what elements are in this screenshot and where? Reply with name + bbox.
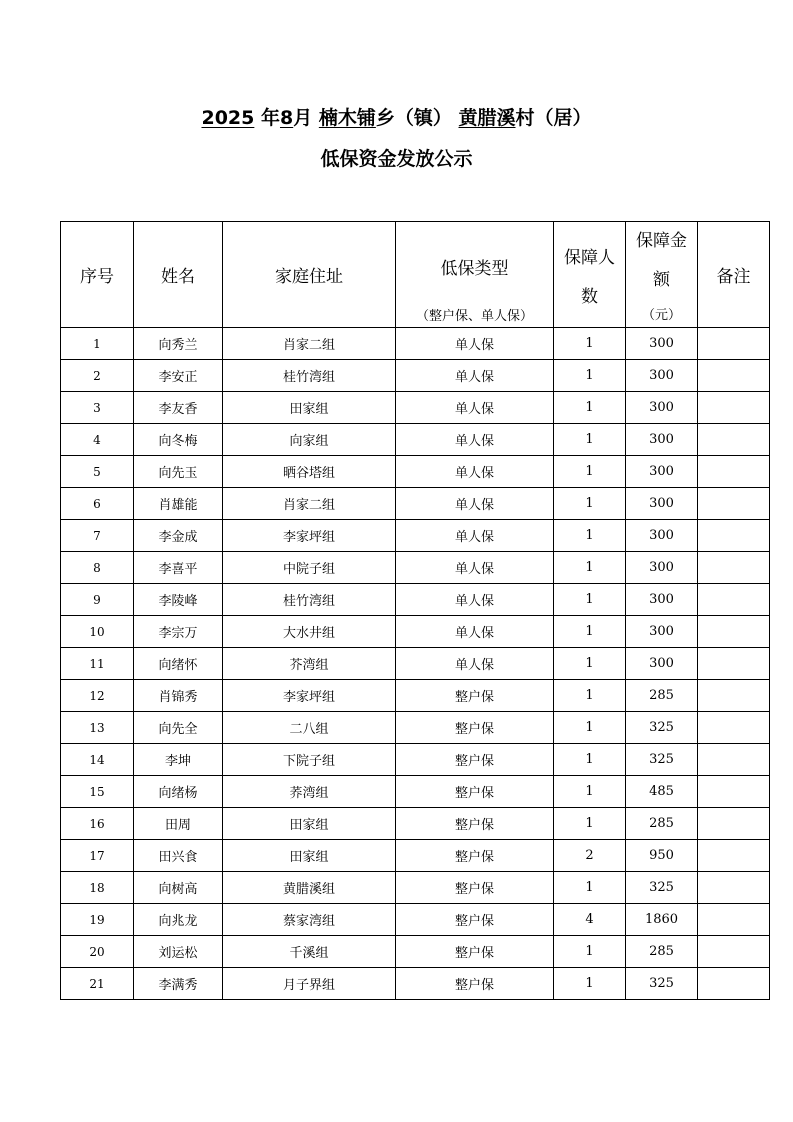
cell-type: 单人保 xyxy=(396,584,554,616)
cell-people: 4 xyxy=(554,904,626,936)
cell-remark xyxy=(698,648,770,680)
cell-people: 1 xyxy=(554,936,626,968)
header-type-label: 低保类型 xyxy=(440,259,509,279)
cell-address: 向家组 xyxy=(223,424,396,456)
title-month: 8 xyxy=(279,107,294,129)
table-row xyxy=(61,840,770,872)
cell-type: 单人保 xyxy=(396,360,554,392)
cell-name: 田周 xyxy=(134,808,223,840)
cell-amount: 300 xyxy=(626,360,698,392)
cell-amount: 300 xyxy=(626,552,698,584)
cell-amount: 325 xyxy=(626,744,698,776)
cell-name: 向绪怀 xyxy=(134,648,223,680)
cell-seq: 13 xyxy=(61,712,134,744)
cell-remark xyxy=(698,904,770,936)
cell-address: 李家坪组 xyxy=(223,520,396,552)
title-village: 黄腊溪 xyxy=(458,107,516,129)
cell-name: 向先全 xyxy=(134,712,223,744)
cell-address: 蔡家湾组 xyxy=(223,904,396,936)
cell-name: 向先玉 xyxy=(134,456,223,488)
cell-seq: 3 xyxy=(61,392,134,424)
allowance-table xyxy=(60,221,770,1000)
cell-seq: 10 xyxy=(61,616,134,648)
cell-seq: 7 xyxy=(61,520,134,552)
cell-address: 田家组 xyxy=(223,392,396,424)
cell-seq: 16 xyxy=(61,808,134,840)
cell-remark xyxy=(698,520,770,552)
cell-people: 1 xyxy=(554,648,626,680)
table-row xyxy=(61,488,770,520)
cell-remark xyxy=(698,328,770,360)
cell-name: 李坤 xyxy=(134,744,223,776)
header-people-line2: 数 xyxy=(581,286,598,307)
table-row xyxy=(61,904,770,936)
cell-address: 田家组 xyxy=(223,808,396,840)
cell-name: 向树高 xyxy=(134,872,223,904)
title-township-suffix: 乡（镇） xyxy=(375,107,452,129)
cell-people: 1 xyxy=(554,680,626,712)
header-amount-line2: 额 xyxy=(653,270,670,290)
table-row xyxy=(61,744,770,776)
cell-remark xyxy=(698,840,770,872)
cell-remark xyxy=(698,776,770,808)
table-row xyxy=(61,776,770,808)
cell-amount: 325 xyxy=(626,712,698,744)
cell-amount: 1860 xyxy=(626,904,698,936)
cell-address: 月子界组 xyxy=(223,968,396,1000)
cell-seq: 9 xyxy=(61,584,134,616)
cell-name: 李喜平 xyxy=(134,552,223,584)
table-row xyxy=(61,552,770,584)
cell-name: 向绪杨 xyxy=(134,776,223,808)
cell-address: 千溪组 xyxy=(223,936,396,968)
cell-seq: 5 xyxy=(61,456,134,488)
cell-remark xyxy=(698,744,770,776)
table-row xyxy=(61,680,770,712)
cell-amount: 300 xyxy=(626,616,698,648)
header-name: 姓名 xyxy=(134,222,223,328)
cell-name: 刘运松 xyxy=(134,936,223,968)
cell-people: 1 xyxy=(554,616,626,648)
cell-name: 李金成 xyxy=(134,520,223,552)
cell-people: 1 xyxy=(554,968,626,1000)
cell-seq: 20 xyxy=(61,936,134,968)
cell-name: 田兴食 xyxy=(134,840,223,872)
cell-address: 二八组 xyxy=(223,712,396,744)
cell-type: 单人保 xyxy=(396,456,554,488)
cell-type: 单人保 xyxy=(396,392,554,424)
cell-people: 1 xyxy=(554,808,626,840)
cell-name: 向兆龙 xyxy=(134,904,223,936)
cell-seq: 6 xyxy=(61,488,134,520)
cell-people: 1 xyxy=(554,488,626,520)
cell-type: 单人保 xyxy=(396,552,554,584)
cell-amount: 300 xyxy=(626,584,698,616)
cell-amount: 300 xyxy=(626,488,698,520)
cell-type: 单人保 xyxy=(396,424,554,456)
cell-people: 1 xyxy=(554,424,626,456)
cell-seq: 14 xyxy=(61,744,134,776)
cell-remark xyxy=(698,360,770,392)
cell-name: 向秀兰 xyxy=(134,328,223,360)
cell-amount: 300 xyxy=(626,424,698,456)
cell-name: 肖锦秀 xyxy=(134,680,223,712)
title-village-suffix: 村（居） xyxy=(515,107,592,129)
table-row xyxy=(61,424,770,456)
cell-amount: 485 xyxy=(626,776,698,808)
cell-address: 下院子组 xyxy=(223,744,396,776)
cell-seq: 1 xyxy=(61,328,134,360)
cell-type: 整户保 xyxy=(396,712,554,744)
cell-people: 1 xyxy=(554,744,626,776)
table-row xyxy=(61,872,770,904)
cell-remark xyxy=(698,936,770,968)
cell-name: 向冬梅 xyxy=(134,424,223,456)
cell-remark xyxy=(698,968,770,1000)
cell-people: 1 xyxy=(554,776,626,808)
cell-name: 肖雄能 xyxy=(134,488,223,520)
table-row xyxy=(61,936,770,968)
cell-name: 李满秀 xyxy=(134,968,223,1000)
table-row xyxy=(61,648,770,680)
cell-remark xyxy=(698,456,770,488)
cell-type: 整户保 xyxy=(396,904,554,936)
cell-seq: 8 xyxy=(61,552,134,584)
cell-address: 中院子组 xyxy=(223,552,396,584)
cell-remark xyxy=(698,872,770,904)
cell-people: 1 xyxy=(554,456,626,488)
header-people-line1: 保障人 xyxy=(564,247,615,268)
header-remark: 备注 xyxy=(698,222,770,328)
header-amount xyxy=(626,222,698,328)
cell-seq: 19 xyxy=(61,904,134,936)
cell-amount: 325 xyxy=(626,968,698,1000)
title-year: 2025 xyxy=(201,107,255,129)
cell-people: 1 xyxy=(554,552,626,584)
document-title xyxy=(0,104,793,132)
header-address: 家庭住址 xyxy=(223,222,396,328)
cell-seq: 18 xyxy=(61,872,134,904)
cell-remark xyxy=(698,584,770,616)
cell-people: 2 xyxy=(554,840,626,872)
table-row xyxy=(61,712,770,744)
cell-amount: 300 xyxy=(626,648,698,680)
cell-amount: 285 xyxy=(626,808,698,840)
cell-type: 整户保 xyxy=(396,680,554,712)
cell-address: 晒谷塔组 xyxy=(223,456,396,488)
document-subtitle: 低保资金发放公示 xyxy=(320,148,473,170)
cell-people: 1 xyxy=(554,392,626,424)
table-row xyxy=(61,328,770,360)
cell-amount: 325 xyxy=(626,872,698,904)
cell-amount: 300 xyxy=(626,392,698,424)
cell-remark xyxy=(698,424,770,456)
cell-address: 桂竹湾组 xyxy=(223,360,396,392)
cell-address: 桂竹湾组 xyxy=(223,584,396,616)
table-row xyxy=(61,360,770,392)
cell-amount: 300 xyxy=(626,456,698,488)
cell-type: 单人保 xyxy=(396,328,554,360)
cell-seq: 15 xyxy=(61,776,134,808)
header-people xyxy=(554,222,626,328)
cell-address: 肖家二组 xyxy=(223,328,396,360)
cell-type: 整户保 xyxy=(396,936,554,968)
cell-name: 李友香 xyxy=(134,392,223,424)
cell-remark xyxy=(698,488,770,520)
cell-amount: 950 xyxy=(626,840,698,872)
table-row xyxy=(61,616,770,648)
cell-address: 大水井组 xyxy=(223,616,396,648)
cell-address: 荞湾组 xyxy=(223,776,396,808)
cell-remark xyxy=(698,680,770,712)
cell-address: 田家组 xyxy=(223,840,396,872)
cell-seq: 2 xyxy=(61,360,134,392)
cell-remark xyxy=(698,808,770,840)
cell-people: 1 xyxy=(554,712,626,744)
cell-amount: 300 xyxy=(626,328,698,360)
cell-people: 1 xyxy=(554,520,626,552)
cell-type: 单人保 xyxy=(396,520,554,552)
cell-seq: 4 xyxy=(61,424,134,456)
table-row xyxy=(61,520,770,552)
cell-name: 李陵峰 xyxy=(134,584,223,616)
cell-seq: 12 xyxy=(61,680,134,712)
cell-type: 单人保 xyxy=(396,648,554,680)
header-type xyxy=(396,222,554,328)
cell-seq: 21 xyxy=(61,968,134,1000)
cell-type: 单人保 xyxy=(396,616,554,648)
table-row xyxy=(61,584,770,616)
cell-type: 整户保 xyxy=(396,872,554,904)
cell-people: 1 xyxy=(554,872,626,904)
cell-amount: 285 xyxy=(626,680,698,712)
cell-seq: 17 xyxy=(61,840,134,872)
cell-name: 李安正 xyxy=(134,360,223,392)
table-row xyxy=(61,808,770,840)
cell-remark xyxy=(698,712,770,744)
cell-address: 李家坪组 xyxy=(223,680,396,712)
cell-address: 黄腊溪组 xyxy=(223,872,396,904)
cell-remark xyxy=(698,616,770,648)
table-header-row xyxy=(61,222,770,328)
cell-people: 1 xyxy=(554,360,626,392)
cell-type: 整户保 xyxy=(396,776,554,808)
cell-amount: 285 xyxy=(626,936,698,968)
title-township: 楠木铺 xyxy=(318,107,376,129)
title-month-suffix: 月 xyxy=(293,107,319,129)
cell-amount: 300 xyxy=(626,520,698,552)
cell-remark xyxy=(698,552,770,584)
cell-type: 整户保 xyxy=(396,968,554,1000)
table-row xyxy=(61,456,770,488)
cell-remark xyxy=(698,392,770,424)
cell-type: 单人保 xyxy=(396,488,554,520)
cell-type: 整户保 xyxy=(396,808,554,840)
table-row xyxy=(61,392,770,424)
cell-type: 整户保 xyxy=(396,744,554,776)
header-amount-line1: 保障金 xyxy=(636,231,687,251)
cell-type: 整户保 xyxy=(396,840,554,872)
title-year-suffix: 年 xyxy=(254,107,280,129)
header-seq: 序号 xyxy=(61,222,134,328)
table-row xyxy=(61,968,770,1000)
cell-address: 肖家二组 xyxy=(223,488,396,520)
cell-people: 1 xyxy=(554,584,626,616)
header-amount-unit: （元） xyxy=(641,308,681,323)
header-type-note: （整户保、单人保） xyxy=(415,309,533,324)
cell-seq: 11 xyxy=(61,648,134,680)
cell-name: 李宗万 xyxy=(134,616,223,648)
cell-address: 芥湾组 xyxy=(223,648,396,680)
cell-people: 1 xyxy=(554,328,626,360)
